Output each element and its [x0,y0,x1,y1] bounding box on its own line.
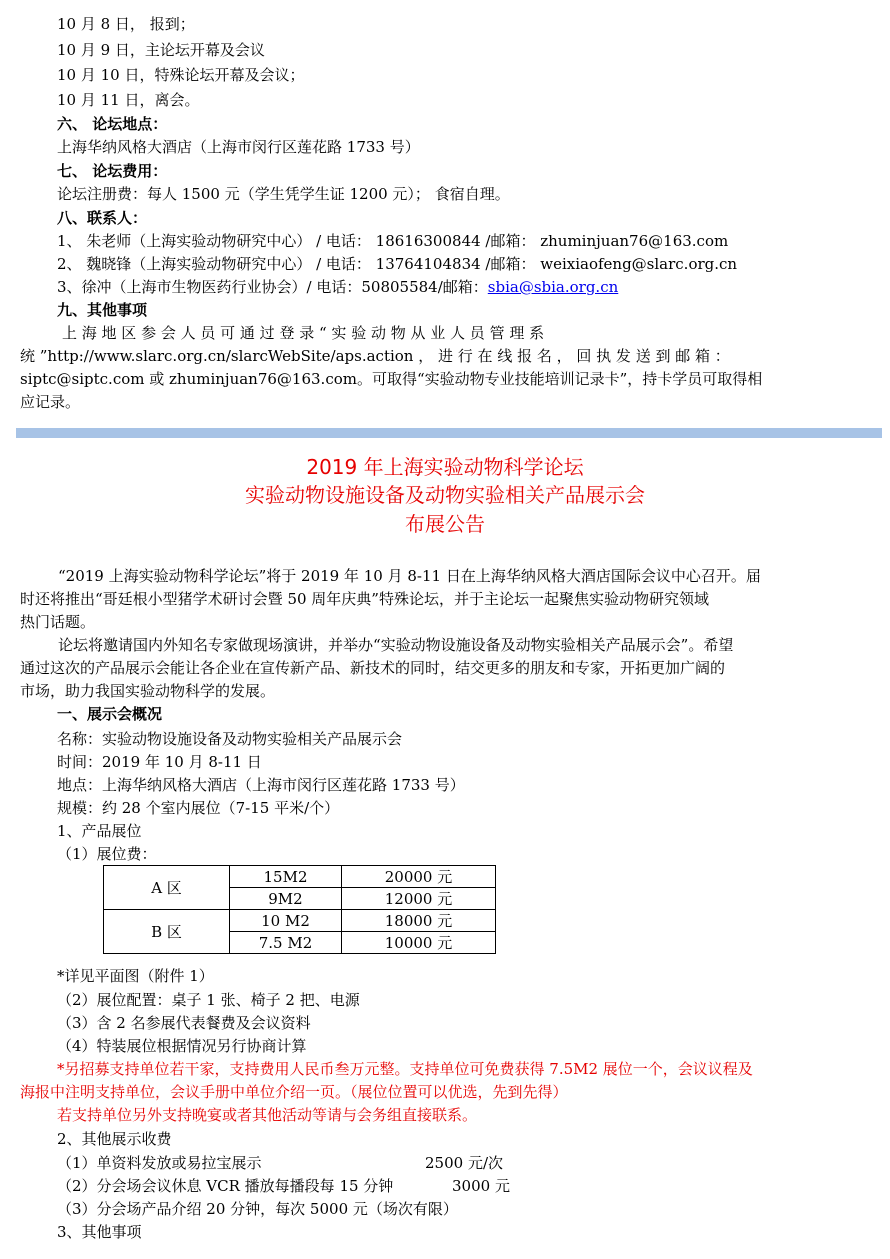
notice-heading: 布展公告 [405,512,485,536]
size-cell: 10 M2 [230,910,342,932]
sponsor-line: *另招募支持单位若干家，支持费用人民币叁万元整。支持单位可免费获得 7.5M2 展位一个，会议议程及 [57,1060,753,1078]
price-cell: 20000 元 [342,866,496,888]
notice-title: 2019 年上海实验动物科学论坛 [306,455,584,479]
other-fee-price: 3000 元 [452,1177,510,1195]
overview-line: 名称：实验动物设施设备及动物实验相关产品展示会 [57,730,403,748]
section-heading-contacts: 八、联系人： [57,209,148,227]
size-cell: 9M2 [230,888,342,910]
paragraph-line: siptc@siptc.com 或 zhuminjuan76@163.com。可取得“实验动物专业技能培训记录卡”，持卡学员可取得相 [20,370,763,388]
paragraph-line: 市场，助力我国实验动物科学的发展。 [20,682,276,700]
paragraph-line: 时还将推出“哥廷根小型猪学术研讨会暨 50 周年庆典”特殊论坛，并于主论坛一起聚焦实验动物研究领域 [20,590,709,608]
overview-line: 地点：上海华纳风格大酒店（上海市闵行区莲花路 1733 号） [57,776,465,794]
paragraph-line: 应记录。 [20,393,81,411]
sponsor-line: 海报中注明支持单位，会议手册中单位介绍一页。（展位位置可以优选，先到先得） [20,1083,568,1101]
venue-text: 上海华纳风格大酒店（上海市闵行区莲花路 1733 号） [57,138,420,156]
schedule-line: 10 月 9 日，主论坛开幕及会议 [57,41,265,59]
zone-b-cell: B 区 [104,910,230,954]
paragraph-line: “2019 上海实验动物科学论坛”将于 2019 年 10 月 8-11 日在上海华纳风格大酒店国际会议中心召开。届 [58,567,761,585]
paragraph-line: 统 ”http://www.slarc.org.cn/slarcWebSite/aps.action ， 进 行 在 线 报 名 ， 回 执 发 送 到 邮 箱 ： [20,347,730,365]
paragraph-line: 热门话题。 [20,613,96,631]
zone-a-cell: A 区 [104,866,230,910]
section-heading-fees: 七、 论坛费用： [57,162,168,180]
other-fees-heading: 2、其他展示收费 [57,1130,172,1148]
fees-text: 论坛注册费：每人 1500 元（学生凭学生证 1200 元）； 食宿自理。 [57,185,510,203]
overview-line: 规模：约 28 个室内展位（7-15 平米/个） [57,799,340,817]
section-divider [16,428,882,438]
other-fee-item: （3）分会场产品介绍 20 分钟，每次 5000 元（场次有限） [57,1200,458,1218]
booth-item: （4）特装展位根据情况另行协商计算 [57,1037,307,1055]
schedule-line: 10 月 8 日， 报到； [57,15,195,33]
table-row [104,910,496,932]
contact-line: 2、 魏晓锋（上海实验动物研究中心） / 电话： 13764104834 /邮箱： weixiaofeng@slarc.org.cn [57,255,738,273]
booth-fee-table [103,865,496,954]
section-heading-overview: 一、展示会概况 [57,705,163,723]
paragraph-line: 论坛将邀请国内外知名专家做现场演讲，并举办“实验动物设施设备及动物实验相关产品展示会”。希望 [58,636,734,654]
booth-item: （3）含 2 名参展代表餐费及会议资料 [57,1014,311,1032]
notice-subtitle: 实验动物设施设备及动物实验相关产品展示会 [245,483,645,507]
schedule-line: 10 月 10 日，特殊论坛开幕及会议； [57,66,305,84]
contact-3-text: 3、徐冲（上海市生物医药行业协会）/ 电话：50805584/邮箱： [57,278,488,296]
section-heading-other: 九、其他事项 [57,301,148,319]
other-fee-item: （1）单资料发放或易拉宝展示 [57,1154,262,1172]
booth-fee-label: （1）展位费： [57,845,157,863]
other-matters-heading: 3、其他事项 [57,1223,142,1241]
floor-plan-note: *详见平面图（附件 1） [57,967,214,985]
price-cell: 10000 元 [342,932,496,954]
contact-line: 1、 朱老师（上海实验动物研究中心） / 电话： 18616300844 /邮箱： zhuminjuan76@163.com [57,232,729,250]
booth-item: （2）展位配置：桌子 1 张、椅子 2 把、电源 [57,991,360,1009]
schedule-line: 10 月 11 日，离会。 [57,91,200,109]
other-fee-item: （2）分会场会议休息 VCR 播放每播段每 15 分钟 [57,1177,394,1195]
size-cell: 7.5 M2 [230,932,342,954]
price-cell: 12000 元 [342,888,496,910]
booth-heading: 1、产品展位 [57,822,142,840]
paragraph-line: 通过这次的产品展示会能让各企业在宣传新产品、新技术的同时，结交更多的朋友和专家，开拓更加广阔的 [20,659,726,677]
other-fee-price: 2500 元/次 [425,1154,503,1172]
price-cell: 18000 元 [342,910,496,932]
table-row [104,866,496,888]
contact-line [57,277,618,299]
sponsor-line: 若支持单位另外支持晚宴或者其他活动等请与会务组直接联系。 [57,1106,478,1124]
paragraph-line: 上 海 地 区 参 会 人 员 可 通 过 登 录 “ 实 验 动 物 从 业 人 员 管 理 系 [62,324,545,342]
email-link[interactable]: sbia@sbia.org.cn [487,278,619,296]
size-cell: 15M2 [230,866,342,888]
overview-line: 时间：2019 年 10 月 8-11 日 [57,753,262,771]
section-heading-venue: 六、 论坛地点： [57,115,168,133]
